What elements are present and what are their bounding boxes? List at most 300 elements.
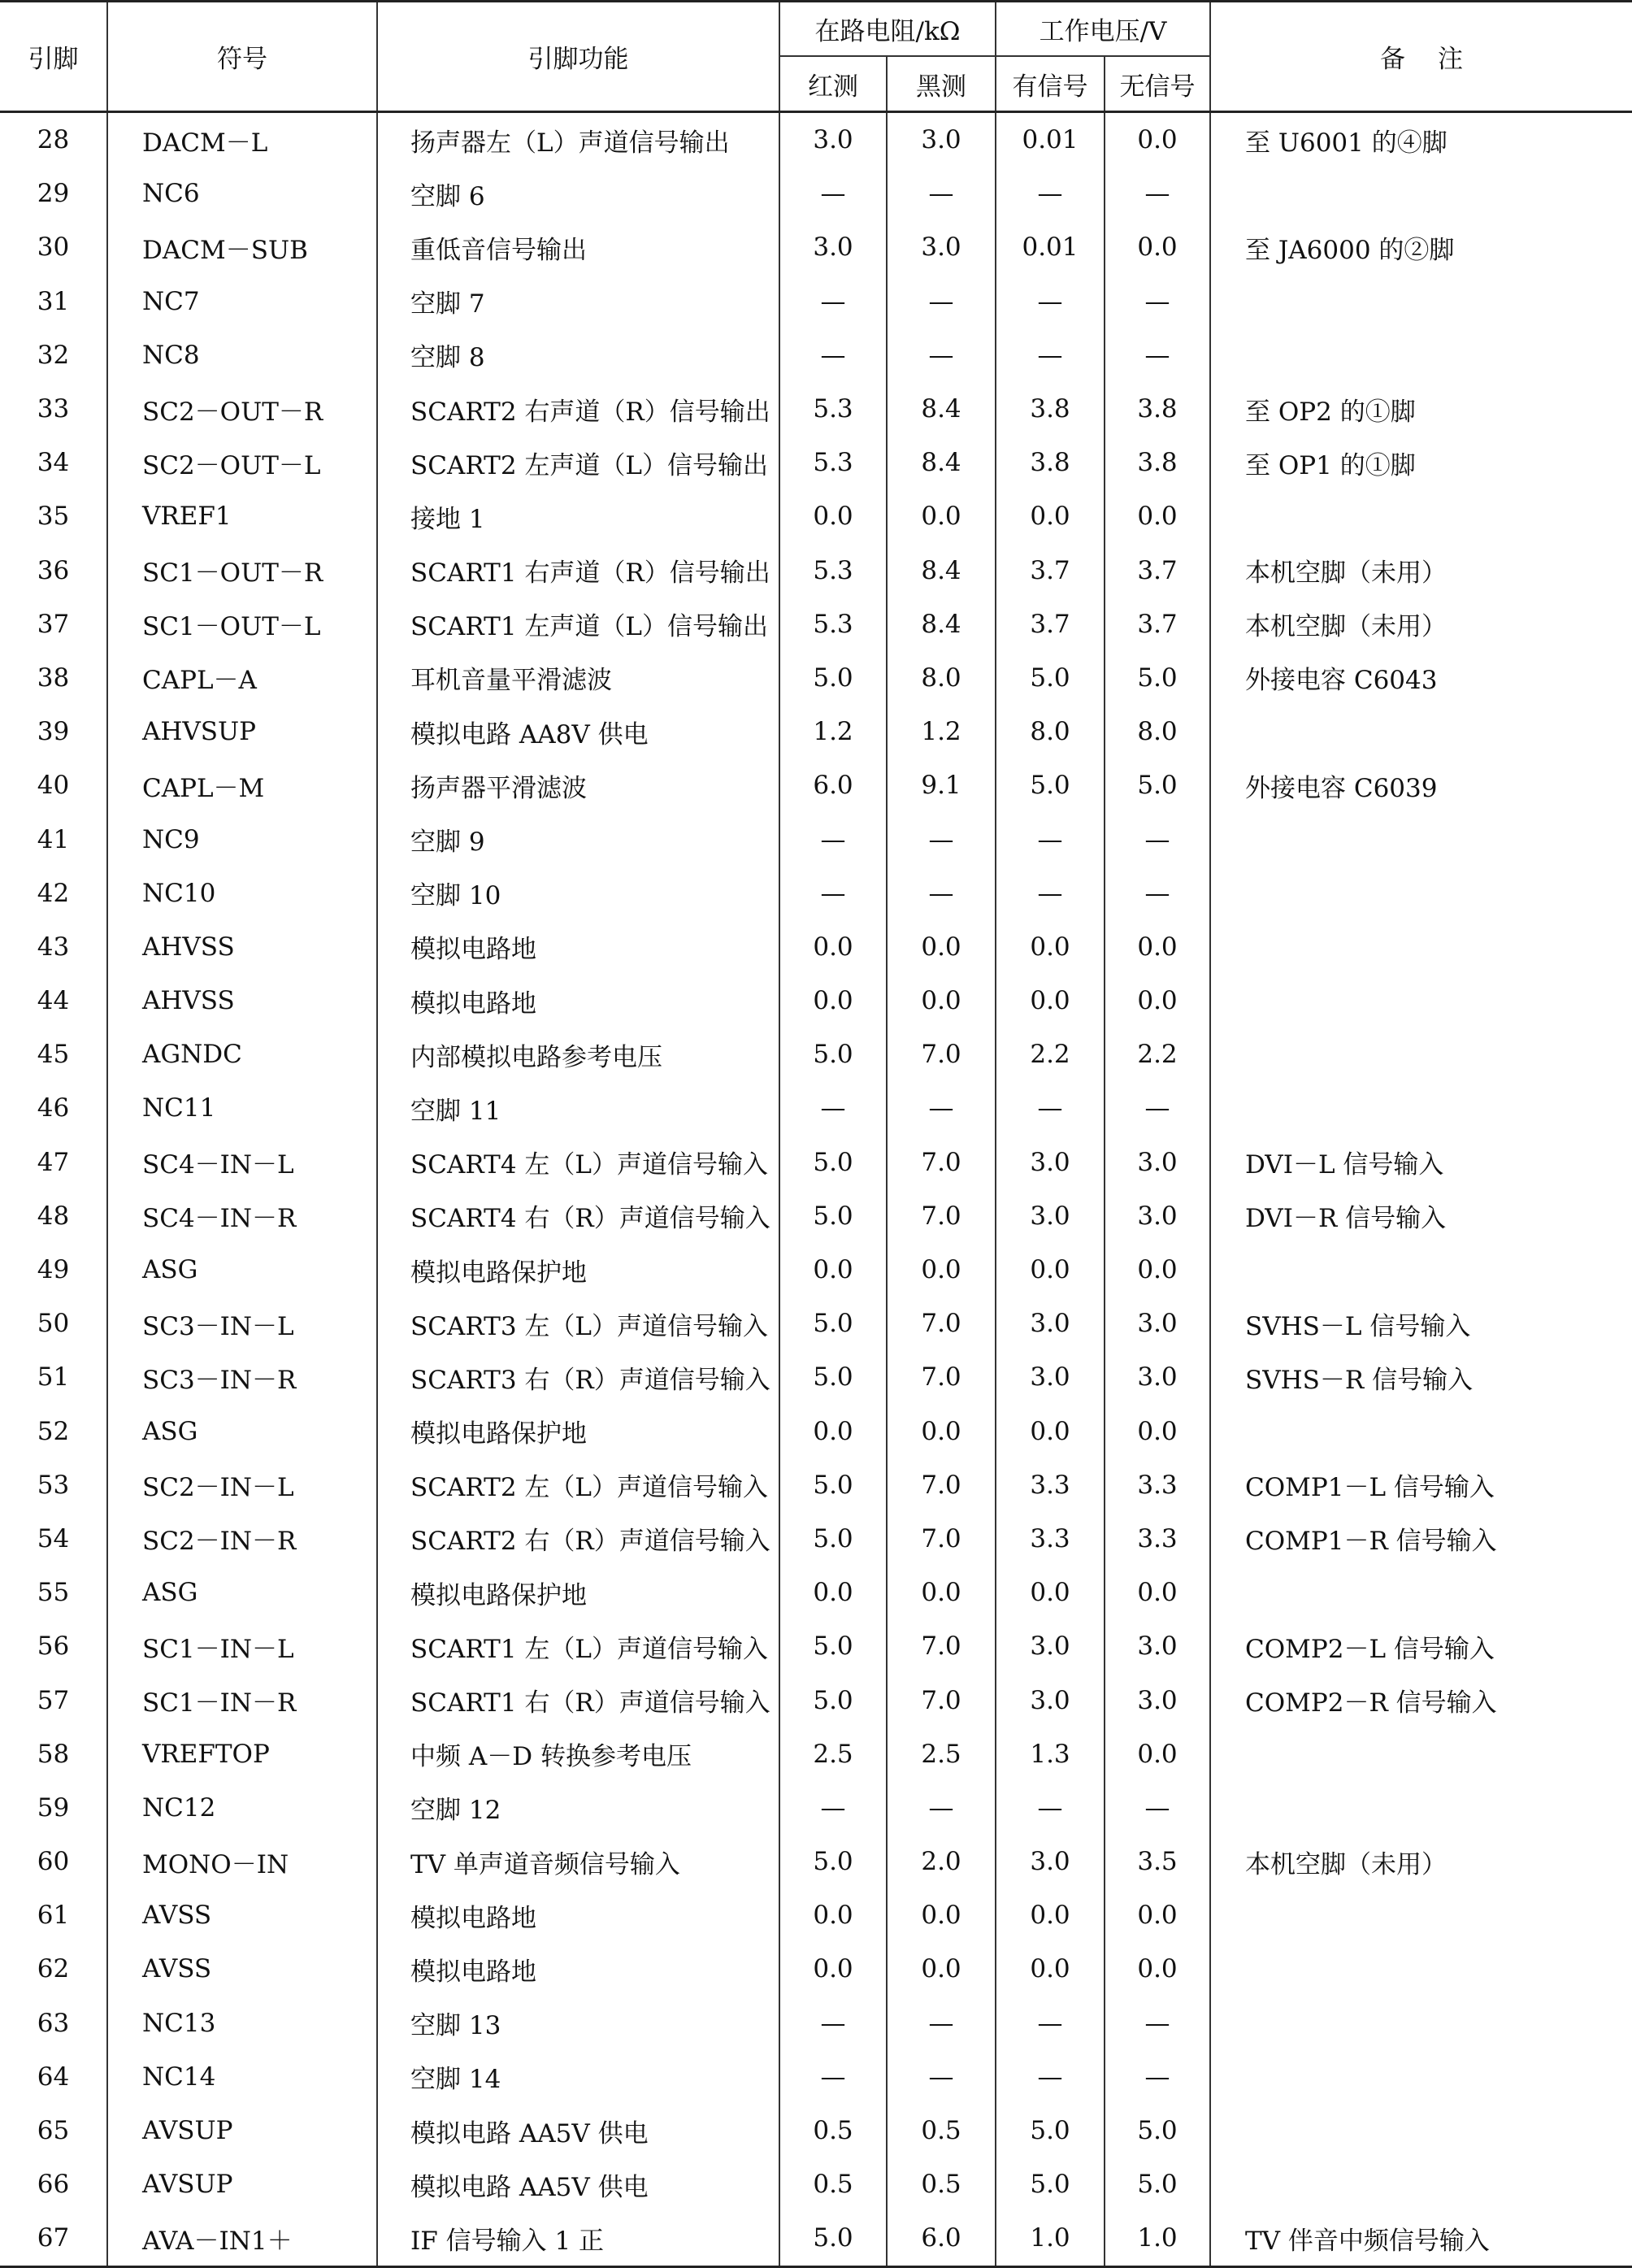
cell-pin: 62: [0, 1942, 107, 1996]
cell-pin: 28: [0, 112, 107, 167]
cell-voltage-nosignal: 3.0: [1105, 1297, 1210, 1350]
header-no-signal: 无信号: [1105, 56, 1210, 112]
cell-note: [1210, 920, 1632, 974]
cell-voltage-nosignal: 1.0: [1105, 2211, 1210, 2266]
cell-voltage-signal: 0.0: [996, 489, 1105, 543]
cell-black-probe: 3.0: [887, 220, 996, 274]
cell-note: [1210, 867, 1632, 920]
cell-voltage-signal: —: [996, 812, 1105, 866]
cell-voltage-nosignal: —: [1105, 328, 1210, 382]
cell-function: SCART1 右（R）声道信号输入: [377, 1673, 779, 1727]
cell-black-probe: 2.0: [887, 1835, 996, 1888]
cell-voltage-nosignal: —: [1105, 167, 1210, 220]
cell-voltage-signal: 2.2: [996, 1028, 1105, 1081]
cell-red-probe: 0.0: [779, 1566, 887, 1619]
cell-symbol: AVSS: [107, 1888, 377, 1942]
cell-voltage-nosignal: 5.0: [1105, 2157, 1210, 2211]
cell-pin: 48: [0, 1189, 107, 1243]
table-row: [0, 1081, 1632, 1135]
cell-black-probe: 7.0: [887, 1028, 996, 1081]
cell-note: [1210, 1942, 1632, 1996]
cell-red-probe: —: [779, 167, 887, 220]
table-row: [0, 1835, 1632, 1888]
cell-voltage-signal: —: [996, 275, 1105, 328]
cell-note: SVHS－R 信号输入: [1210, 1350, 1632, 1404]
cell-note: 外接电容 C6039: [1210, 758, 1632, 812]
cell-voltage-signal: 3.0: [996, 1673, 1105, 1727]
cell-note: 本机空脚（未用）: [1210, 544, 1632, 597]
cell-function: 模拟电路保护地: [377, 1566, 779, 1619]
cell-black-probe: 0.0: [887, 489, 996, 543]
cell-red-probe: 5.0: [779, 1297, 887, 1350]
cell-note: [1210, 1888, 1632, 1942]
cell-pin: 41: [0, 812, 107, 866]
cell-note: COMP2－L 信号输入: [1210, 1619, 1632, 1673]
header-symbol: 符号: [107, 2, 377, 112]
cell-voltage-signal: 0.0: [996, 920, 1105, 974]
cell-function: 模拟电路 AA8V 供电: [377, 705, 779, 758]
table-row: [0, 705, 1632, 758]
cell-symbol: VREF1: [107, 489, 377, 543]
table-row: [0, 2104, 1632, 2157]
cell-voltage-signal: —: [996, 328, 1105, 382]
cell-black-probe: 0.5: [887, 2157, 996, 2211]
cell-symbol: AHVSUP: [107, 705, 377, 758]
cell-voltage-nosignal: 0.0: [1105, 1727, 1210, 1781]
cell-black-probe: 8.4: [887, 436, 996, 489]
cell-voltage-nosignal: 0.0: [1105, 1888, 1210, 1942]
table-row: [0, 1781, 1632, 1835]
cell-pin: 61: [0, 1888, 107, 1942]
cell-black-probe: 7.0: [887, 1297, 996, 1350]
cell-black-probe: 6.0: [887, 2211, 996, 2266]
cell-symbol: AVA－IN1＋: [107, 2211, 377, 2266]
table-row: [0, 1350, 1632, 1404]
cell-red-probe: 5.0: [779, 651, 887, 705]
header-function: 引脚功能: [377, 2, 779, 112]
cell-red-probe: 5.0: [779, 2211, 887, 2266]
cell-red-probe: 5.0: [779, 1189, 887, 1243]
cell-pin: 47: [0, 1136, 107, 1189]
cell-pin: 65: [0, 2104, 107, 2157]
table-row: [0, 167, 1632, 220]
cell-voltage-nosignal: 3.0: [1105, 1673, 1210, 1727]
cell-pin: 53: [0, 1458, 107, 1512]
table-row: [0, 382, 1632, 436]
cell-note: 至 OP1 的①脚: [1210, 436, 1632, 489]
table-row: [0, 758, 1632, 812]
cell-function: 重低音信号输出: [377, 220, 779, 274]
cell-black-probe: 0.0: [887, 920, 996, 974]
table-row: [0, 812, 1632, 866]
cell-red-probe: 3.0: [779, 112, 887, 167]
table-row: [0, 1512, 1632, 1566]
cell-note: [1210, 1566, 1632, 1619]
cell-voltage-signal: —: [996, 1996, 1105, 2050]
cell-red-probe: 5.3: [779, 597, 887, 651]
cell-voltage-signal: —: [996, 167, 1105, 220]
cell-red-probe: 5.0: [779, 1512, 887, 1566]
cell-voltage-nosignal: 3.0: [1105, 1189, 1210, 1243]
cell-pin: 40: [0, 758, 107, 812]
cell-voltage-signal: 3.3: [996, 1512, 1105, 1566]
table-row: [0, 1888, 1632, 1942]
cell-symbol: SC3－IN－L: [107, 1297, 377, 1350]
header-red-probe: 红测: [779, 56, 887, 112]
cell-pin: 50: [0, 1297, 107, 1350]
cell-pin: 66: [0, 2157, 107, 2211]
cell-black-probe: —: [887, 1781, 996, 1835]
table-row: [0, 1619, 1632, 1673]
cell-voltage-nosignal: —: [1105, 1996, 1210, 2050]
cell-pin: 43: [0, 920, 107, 974]
cell-red-probe: —: [779, 812, 887, 866]
cell-black-probe: 3.0: [887, 112, 996, 167]
cell-note: 本机空脚（未用）: [1210, 597, 1632, 651]
cell-pin: 51: [0, 1350, 107, 1404]
cell-red-probe: —: [779, 1996, 887, 2050]
header-pin: 引脚: [0, 2, 107, 112]
cell-pin: 29: [0, 167, 107, 220]
cell-black-probe: 7.0: [887, 1136, 996, 1189]
cell-function: SCART2 左（L）声道信号输入: [377, 1458, 779, 1512]
cell-symbol: MONO－IN: [107, 1835, 377, 1888]
table-row: [0, 2157, 1632, 2211]
cell-pin: 49: [0, 1243, 107, 1297]
cell-red-probe: 0.0: [779, 974, 887, 1028]
table-row: [0, 112, 1632, 167]
cell-symbol: SC2－IN－R: [107, 1512, 377, 1566]
cell-red-probe: 5.3: [779, 436, 887, 489]
cell-pin: 31: [0, 275, 107, 328]
cell-voltage-nosignal: 0.0: [1105, 220, 1210, 274]
cell-red-probe: 0.0: [779, 489, 887, 543]
table-row: [0, 974, 1632, 1028]
cell-function: 空脚 11: [377, 1081, 779, 1135]
cell-red-probe: —: [779, 2050, 887, 2104]
cell-voltage-nosignal: 0.0: [1105, 112, 1210, 167]
cell-symbol: AVSUP: [107, 2104, 377, 2157]
cell-note: TV 伴音中频信号输入: [1210, 2211, 1632, 2266]
cell-note: [1210, 2050, 1632, 2104]
table-row: [0, 1673, 1632, 1727]
cell-black-probe: 0.0: [887, 1566, 996, 1619]
cell-symbol: ASG: [107, 1566, 377, 1619]
cell-pin: 59: [0, 1781, 107, 1835]
table-row: [0, 1996, 1632, 2050]
cell-red-probe: 0.5: [779, 2104, 887, 2157]
header-resistance-group: 在路电阻/kΩ: [779, 2, 996, 57]
cell-note: [1210, 489, 1632, 543]
cell-pin: 67: [0, 2211, 107, 2266]
cell-symbol: NC6: [107, 167, 377, 220]
cell-voltage-nosignal: 0.0: [1105, 1566, 1210, 1619]
cell-voltage-signal: 0.01: [996, 112, 1105, 167]
cell-voltage-signal: 5.0: [996, 2157, 1105, 2211]
cell-voltage-nosignal: 0.0: [1105, 1942, 1210, 1996]
cell-voltage-signal: 3.0: [996, 1619, 1105, 1673]
cell-function: SCART4 左（L）声道信号输入: [377, 1136, 779, 1189]
table-row: [0, 1727, 1632, 1781]
cell-black-probe: —: [887, 275, 996, 328]
cell-function: 空脚 10: [377, 867, 779, 920]
cell-symbol: AVSUP: [107, 2157, 377, 2211]
cell-red-probe: —: [779, 328, 887, 382]
cell-black-probe: 7.0: [887, 1189, 996, 1243]
cell-voltage-nosignal: 0.0: [1105, 489, 1210, 543]
cell-note: [1210, 705, 1632, 758]
cell-symbol: NC7: [107, 275, 377, 328]
cell-red-probe: 5.0: [779, 1458, 887, 1512]
cell-voltage-nosignal: —: [1105, 1781, 1210, 1835]
cell-symbol: DACM－L: [107, 112, 377, 167]
cell-note: [1210, 167, 1632, 220]
cell-function: 空脚 13: [377, 1996, 779, 2050]
cell-black-probe: 0.0: [887, 1888, 996, 1942]
cell-voltage-nosignal: 0.0: [1105, 1405, 1210, 1458]
cell-function: 空脚 14: [377, 2050, 779, 2104]
cell-symbol: NC14: [107, 2050, 377, 2104]
cell-symbol: AHVSS: [107, 974, 377, 1028]
header-with-signal: 有信号: [996, 56, 1105, 112]
cell-function: 中频 A－D 转换参考电压: [377, 1727, 779, 1781]
cell-function: 模拟电路地: [377, 920, 779, 974]
cell-note: [1210, 974, 1632, 1028]
cell-voltage-signal: 0.0: [996, 1566, 1105, 1619]
cell-red-probe: 5.3: [779, 544, 887, 597]
cell-symbol: SC1－IN－R: [107, 1673, 377, 1727]
cell-voltage-nosignal: 0.0: [1105, 1243, 1210, 1297]
cell-black-probe: —: [887, 1996, 996, 2050]
cell-function: SCART3 右（R）声道信号输入: [377, 1350, 779, 1404]
cell-red-probe: —: [779, 275, 887, 328]
cell-function: SCART1 左声道（L）信号输出: [377, 597, 779, 651]
table-row: [0, 867, 1632, 920]
cell-symbol: SC1－OUT－R: [107, 544, 377, 597]
cell-symbol: AHVSS: [107, 920, 377, 974]
cell-red-probe: 2.5: [779, 1727, 887, 1781]
cell-black-probe: —: [887, 167, 996, 220]
cell-function: 空脚 12: [377, 1781, 779, 1835]
cell-symbol: SC2－OUT－L: [107, 436, 377, 489]
cell-pin: 56: [0, 1619, 107, 1673]
cell-red-probe: 0.5: [779, 2157, 887, 2211]
cell-voltage-signal: 0.0: [996, 974, 1105, 1028]
cell-symbol: NC12: [107, 1781, 377, 1835]
cell-voltage-signal: —: [996, 867, 1105, 920]
cell-function: 空脚 6: [377, 167, 779, 220]
cell-black-probe: —: [887, 867, 996, 920]
cell-black-probe: 7.0: [887, 1512, 996, 1566]
cell-red-probe: 1.2: [779, 705, 887, 758]
cell-function: TV 单声道音频信号输入: [377, 1835, 779, 1888]
cell-voltage-nosignal: 3.3: [1105, 1458, 1210, 1512]
table-row: [0, 2050, 1632, 2104]
table-row: [0, 436, 1632, 489]
cell-pin: 55: [0, 1566, 107, 1619]
cell-pin: 30: [0, 220, 107, 274]
cell-red-probe: 5.0: [779, 1136, 887, 1189]
cell-function: 模拟电路地: [377, 1888, 779, 1942]
table-row: [0, 1297, 1632, 1350]
cell-voltage-signal: 0.0: [996, 1942, 1105, 1996]
table-row: [0, 489, 1632, 543]
cell-voltage-nosignal: 3.0: [1105, 1619, 1210, 1673]
cell-function: 扬声器平滑滤波: [377, 758, 779, 812]
cell-symbol: VREFTOP: [107, 1727, 377, 1781]
cell-voltage-signal: 5.0: [996, 2104, 1105, 2157]
cell-note: [1210, 275, 1632, 328]
cell-function: SCART2 右声道（R）信号输出: [377, 382, 779, 436]
header-note: 备注: [1210, 2, 1632, 112]
cell-note: [1210, 812, 1632, 866]
cell-voltage-signal: 3.7: [996, 544, 1105, 597]
cell-symbol: NC10: [107, 867, 377, 920]
cell-note: COMP1－L 信号输入: [1210, 1458, 1632, 1512]
cell-black-probe: 9.1: [887, 758, 996, 812]
cell-red-probe: 6.0: [779, 758, 887, 812]
cell-note: DVI－R 信号输入: [1210, 1189, 1632, 1243]
cell-function: 空脚 8: [377, 328, 779, 382]
cell-function: 空脚 9: [377, 812, 779, 866]
cell-voltage-signal: 0.0: [996, 1888, 1105, 1942]
cell-symbol: AVSS: [107, 1942, 377, 1996]
table-header: [0, 2, 1632, 112]
cell-note: [1210, 1996, 1632, 2050]
cell-voltage-nosignal: 5.0: [1105, 651, 1210, 705]
cell-function: 耳机音量平滑滤波: [377, 651, 779, 705]
cell-red-probe: 0.0: [779, 920, 887, 974]
cell-symbol: CAPL－A: [107, 651, 377, 705]
cell-function: 接地 1: [377, 489, 779, 543]
cell-red-probe: —: [779, 867, 887, 920]
cell-red-probe: 5.0: [779, 1835, 887, 1888]
cell-symbol: SC4－IN－L: [107, 1136, 377, 1189]
cell-pin: 60: [0, 1835, 107, 1888]
cell-voltage-signal: 3.7: [996, 597, 1105, 651]
cell-black-probe: 2.5: [887, 1727, 996, 1781]
cell-red-probe: 5.3: [779, 382, 887, 436]
cell-black-probe: 0.0: [887, 974, 996, 1028]
cell-function: SCART1 右声道（R）信号输出: [377, 544, 779, 597]
cell-symbol: SC1－OUT－L: [107, 597, 377, 651]
cell-red-probe: 5.0: [779, 1350, 887, 1404]
cell-pin: 33: [0, 382, 107, 436]
cell-voltage-nosignal: 5.0: [1105, 758, 1210, 812]
cell-function: 模拟电路地: [377, 1942, 779, 1996]
cell-note: [1210, 1727, 1632, 1781]
cell-black-probe: 0.0: [887, 1243, 996, 1297]
table-row: [0, 1942, 1632, 1996]
cell-black-probe: 0.0: [887, 1942, 996, 1996]
cell-symbol: SC2－IN－L: [107, 1458, 377, 1512]
cell-symbol: NC8: [107, 328, 377, 382]
cell-voltage-nosignal: —: [1105, 275, 1210, 328]
cell-note: [1210, 328, 1632, 382]
cell-symbol: NC13: [107, 1996, 377, 2050]
cell-red-probe: 0.0: [779, 1405, 887, 1458]
cell-pin: 32: [0, 328, 107, 382]
cell-symbol: AGNDC: [107, 1028, 377, 1081]
cell-pin: 52: [0, 1405, 107, 1458]
cell-red-probe: 0.0: [779, 1942, 887, 1996]
table-row: [0, 1028, 1632, 1081]
cell-function: SCART4 右（R）声道信号输入: [377, 1189, 779, 1243]
table-row: [0, 275, 1632, 328]
cell-black-probe: 8.0: [887, 651, 996, 705]
cell-red-probe: 0.0: [779, 1888, 887, 1942]
cell-pin: 63: [0, 1996, 107, 2050]
cell-pin: 58: [0, 1727, 107, 1781]
cell-note: DVI－L 信号输入: [1210, 1136, 1632, 1189]
cell-function: 模拟电路 AA5V 供电: [377, 2104, 779, 2157]
cell-symbol: SC1－IN－L: [107, 1619, 377, 1673]
cell-function: SCART2 左声道（L）信号输出: [377, 436, 779, 489]
cell-note: [1210, 1028, 1632, 1081]
cell-black-probe: 8.4: [887, 597, 996, 651]
table-row: [0, 597, 1632, 651]
cell-note: 至 JA6000 的②脚: [1210, 220, 1632, 274]
cell-black-probe: 0.0: [887, 1405, 996, 1458]
header-voltage-group: 工作电压/V: [996, 2, 1210, 57]
cell-function: IF 信号输入 1 正: [377, 2211, 779, 2266]
header-black-probe: 黑测: [887, 56, 996, 112]
cell-pin: 64: [0, 2050, 107, 2104]
cell-pin: 54: [0, 1512, 107, 1566]
cell-voltage-signal: 3.8: [996, 382, 1105, 436]
cell-pin: 44: [0, 974, 107, 1028]
cell-function: 模拟电路地: [377, 974, 779, 1028]
cell-red-probe: 5.0: [779, 1028, 887, 1081]
cell-note: COMP2－R 信号输入: [1210, 1673, 1632, 1727]
cell-symbol: SC4－IN－R: [107, 1189, 377, 1243]
cell-voltage-nosignal: 3.7: [1105, 597, 1210, 651]
cell-pin: 38: [0, 651, 107, 705]
cell-note: [1210, 1243, 1632, 1297]
cell-symbol: SC3－IN－R: [107, 1350, 377, 1404]
cell-pin: 46: [0, 1081, 107, 1135]
cell-black-probe: —: [887, 1081, 996, 1135]
cell-voltage-signal: 0.0: [996, 1243, 1105, 1297]
cell-black-probe: 7.0: [887, 1458, 996, 1512]
cell-symbol: CAPL－M: [107, 758, 377, 812]
cell-note: [1210, 1781, 1632, 1835]
cell-red-probe: 5.0: [779, 1673, 887, 1727]
cell-pin: 37: [0, 597, 107, 651]
cell-voltage-signal: 3.0: [996, 1350, 1105, 1404]
cell-voltage-signal: 3.0: [996, 1189, 1105, 1243]
cell-red-probe: —: [779, 1781, 887, 1835]
cell-voltage-nosignal: 0.0: [1105, 920, 1210, 974]
cell-symbol: NC11: [107, 1081, 377, 1135]
cell-symbol: ASG: [107, 1405, 377, 1458]
cell-voltage-nosignal: 3.3: [1105, 1512, 1210, 1566]
cell-voltage-signal: 1.3: [996, 1727, 1105, 1781]
cell-note: 至 OP2 的①脚: [1210, 382, 1632, 436]
cell-black-probe: 7.0: [887, 1350, 996, 1404]
table-row: [0, 651, 1632, 705]
cell-voltage-nosignal: 0.0: [1105, 974, 1210, 1028]
cell-symbol: ASG: [107, 1243, 377, 1297]
cell-voltage-nosignal: 2.2: [1105, 1028, 1210, 1081]
cell-function: SCART2 右（R）声道信号输入: [377, 1512, 779, 1566]
cell-black-probe: —: [887, 2050, 996, 2104]
cell-voltage-signal: 0.0: [996, 1405, 1105, 1458]
cell-voltage-signal: 3.0: [996, 1835, 1105, 1888]
cell-voltage-signal: 3.0: [996, 1136, 1105, 1189]
cell-black-probe: 8.4: [887, 544, 996, 597]
cell-note: SVHS－L 信号输入: [1210, 1297, 1632, 1350]
